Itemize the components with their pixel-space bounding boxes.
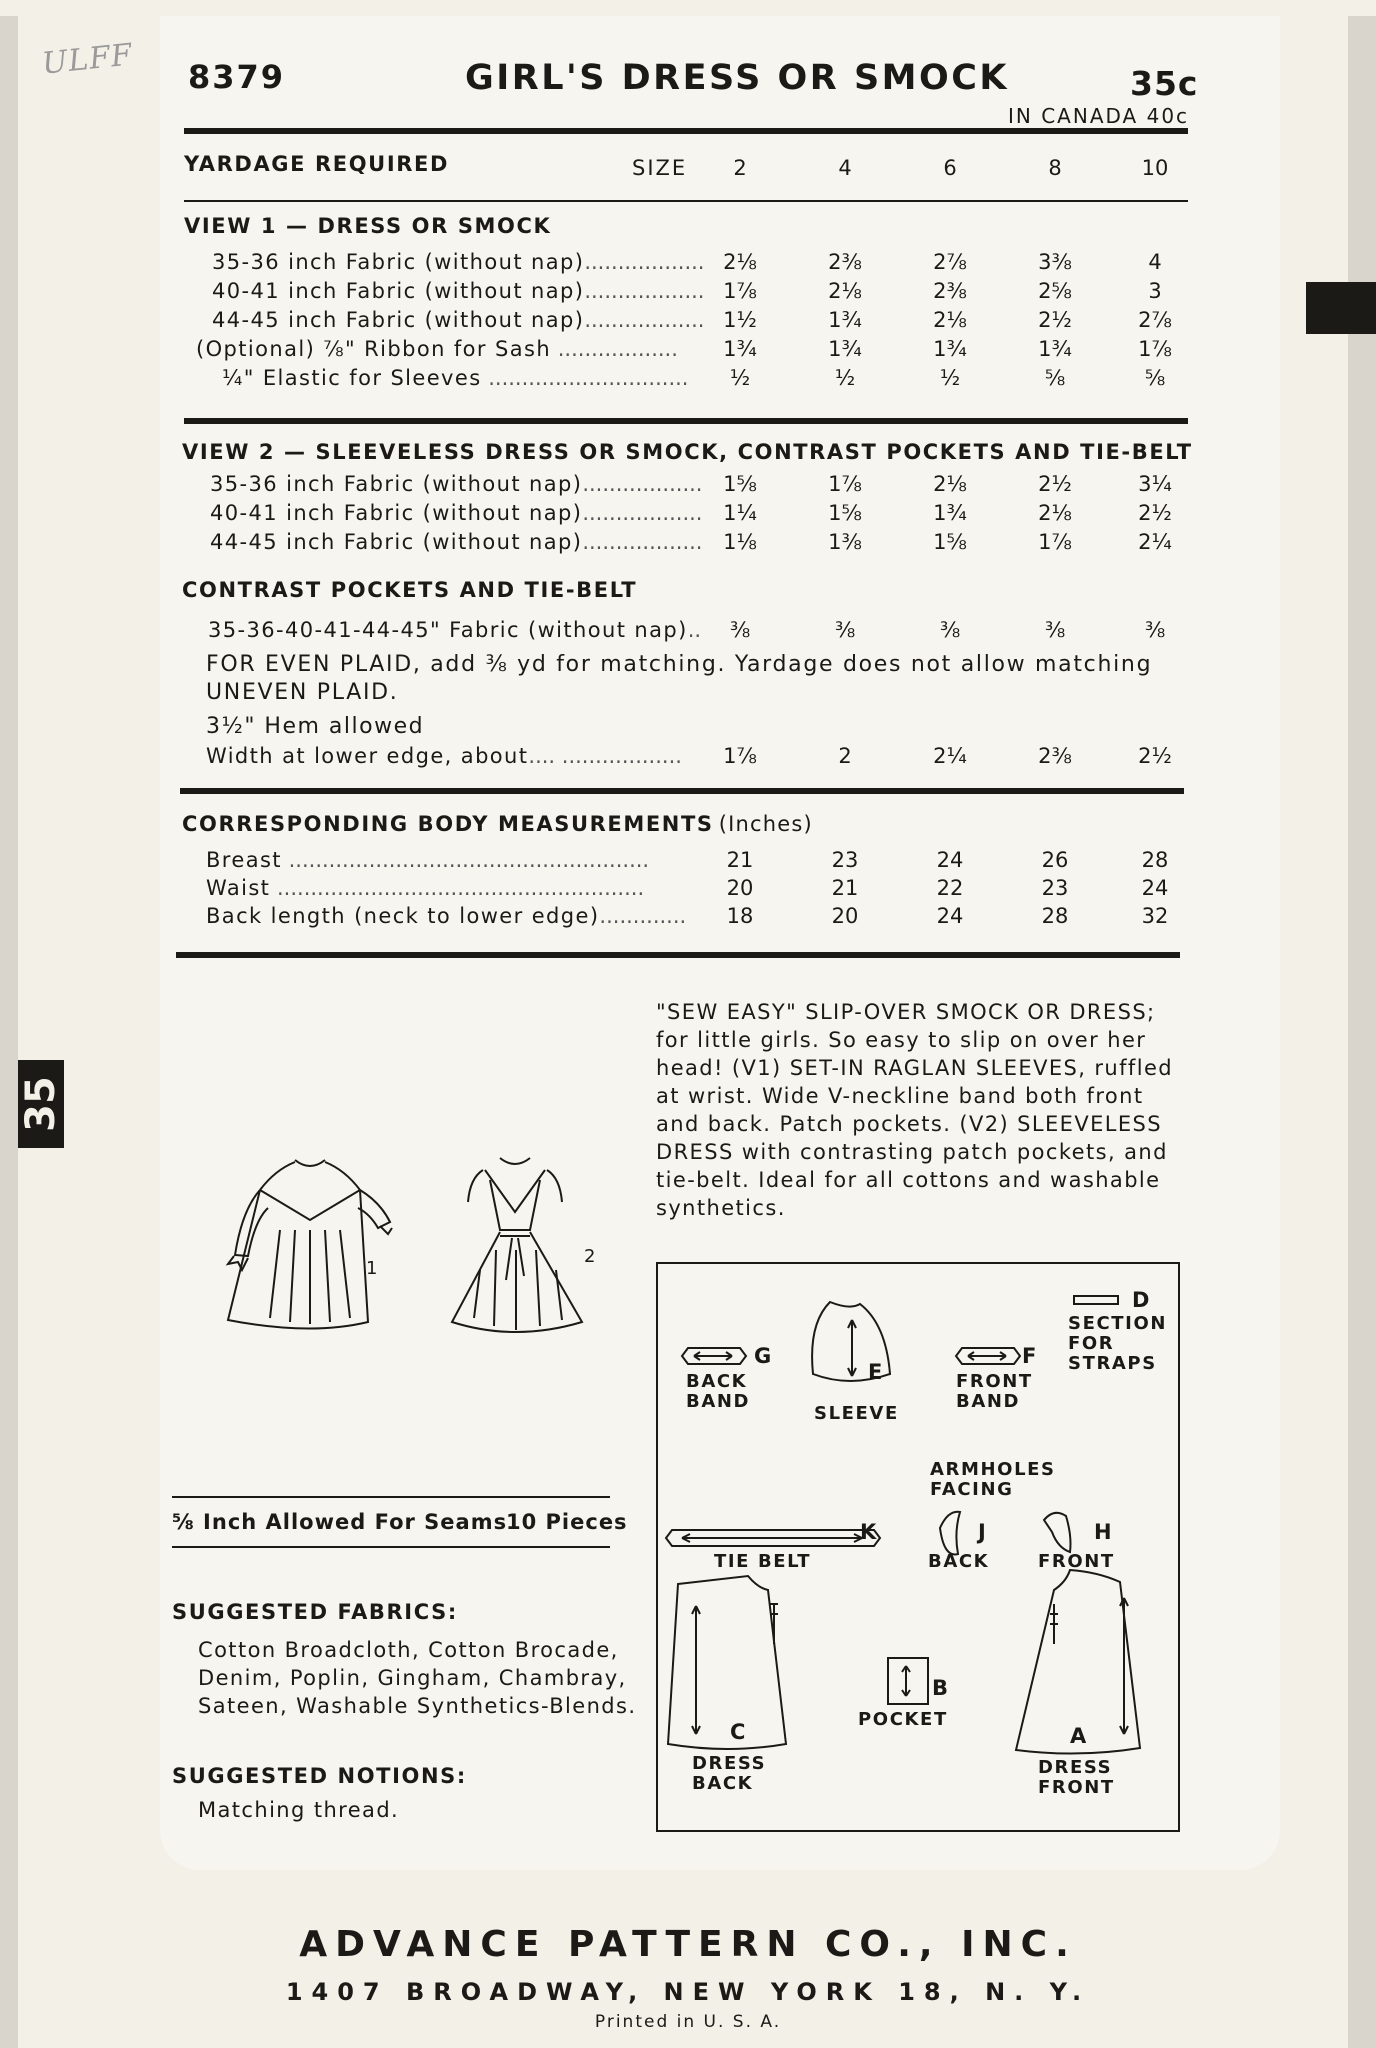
label-line: SECTION: [1068, 1313, 1168, 1334]
seam-allowance: ⅝ Inch Allowed For Seams: [172, 1510, 508, 1534]
pattern-number: 8379: [188, 58, 286, 96]
body-heading: [182, 812, 813, 836]
table-row: (Optional) ⅞" Ribbon for Sash .................. 1¾ 1¾ 1¾ 1¾ 1⅞: [0, 337, 1376, 367]
cell: ½: [729, 366, 751, 390]
cell: 3¼: [1138, 472, 1172, 496]
piece-letter-c: C: [730, 1720, 746, 1744]
cell: 2⅜: [933, 279, 967, 303]
back-facing-label: BACK: [928, 1551, 990, 1572]
label-line: DRESS: [1038, 1757, 1113, 1778]
cell: 23: [831, 848, 859, 872]
description-line: synthetics.: [656, 1196, 786, 1220]
description-line: at wrist. Wide V-neckline band both front: [656, 1084, 1144, 1108]
cell: ⅝: [1144, 366, 1166, 390]
cell: 20: [726, 876, 754, 900]
table-row: Waist ....................................................... 20 21 22 23 24: [0, 876, 1376, 906]
row-label: Width at lower edge, about: [206, 744, 529, 768]
table-row: ¼" Elastic for Sleeves .............................. ½ ½ ½ ⅝ ⅝: [0, 366, 1376, 396]
label-line: FACING: [930, 1479, 1014, 1500]
back-facing-shape: [940, 1512, 960, 1555]
page-title: GIRL'S DRESS OR SMOCK: [465, 58, 1010, 98]
view1-smock-drawing: [228, 1160, 392, 1329]
view2-dress-drawing: [452, 1158, 582, 1332]
row-label: 40-41 inch Fabric (without nap): [212, 279, 585, 303]
top-edge: [0, 0, 1376, 16]
label-line: FRONT: [1038, 1777, 1115, 1798]
cell: 2⅛: [723, 250, 757, 274]
cell: 2½: [1038, 308, 1072, 332]
row-label: Breast: [206, 848, 282, 872]
yardage-heading: YARDAGE REQUIRED: [184, 152, 449, 176]
table-row: 40-41 inch Fabric (without nap).................. 1⅞ 2⅛ 2⅜ 2⅝ 3: [0, 279, 1376, 309]
label-line: BACK: [692, 1773, 754, 1794]
size-col: 6: [943, 156, 957, 180]
dress-back-label: [692, 1754, 766, 1794]
cell: 21: [726, 848, 754, 872]
label-line: STRAPS: [1068, 1353, 1157, 1374]
cell: 2⅛: [1038, 501, 1072, 525]
fabrics-heading: SUGGESTED FABRICS:: [172, 1600, 458, 1624]
cell: 1⅞: [828, 472, 862, 496]
straps-shape: [1074, 1296, 1118, 1304]
cell: 2¼: [933, 744, 967, 768]
row-label: (Optional) ⅞" Ribbon for Sash: [196, 337, 552, 361]
fabric-line: Cotton Broadcloth, Cotton Brocade,: [198, 1638, 619, 1662]
price: 35c: [1130, 64, 1199, 103]
hem-note: 3½" Hem allowed: [206, 714, 425, 739]
table-row: 44-45 inch Fabric (without nap).................. 1⅛ 1⅜ 1⅝ 1⅞ 2¼: [0, 530, 1376, 560]
piece-letter-f: F: [1022, 1344, 1037, 1368]
row-label: Waist: [206, 876, 271, 900]
table-row: 44-45 inch Fabric (without nap).................. 1½ 1¾ 2⅛ 2½ 2⅞: [0, 308, 1376, 338]
pencil-note: ULFF: [40, 37, 135, 82]
cell: ⅜: [939, 618, 961, 642]
table-row: 35-36-40-41-44-45" Fabric (without nap).. ⅜ ⅜ ⅜ ⅜ ⅜: [0, 618, 1376, 648]
cell: ⅜: [1044, 618, 1066, 642]
armholes-facing-title: [930, 1460, 1056, 1500]
cell: 24: [1141, 876, 1169, 900]
piece-letter-k: K: [860, 1520, 877, 1544]
seams-rule-top: [172, 1496, 610, 1498]
description-line: "SEW EASY" SLIP-OVER SMOCK OR DRESS;: [656, 1000, 1156, 1024]
cell: 2½: [1038, 472, 1072, 496]
size-col: 2: [733, 156, 747, 180]
dress-front-label: [1038, 1758, 1115, 1798]
size-label: SIZE: [632, 156, 688, 180]
pocket-shape: [888, 1658, 928, 1704]
cell: ⅝: [1044, 366, 1066, 390]
tie-belt-label: TIE BELT: [714, 1551, 812, 1572]
cell: 1⅝: [828, 501, 862, 525]
view1-label: 1: [366, 1258, 378, 1279]
side-size-tab: 35: [18, 1060, 64, 1148]
fabric-line: Denim, Poplin, Gingham, Chambray,: [198, 1666, 627, 1690]
row-label: 44-45 inch Fabric (without nap): [212, 308, 585, 332]
cell: 1¾: [933, 501, 967, 525]
cell: 1¾: [828, 308, 862, 332]
cell: 28: [1041, 904, 1069, 928]
body-heading-text: CORRESPONDING BODY MEASUREMENTS: [182, 812, 714, 836]
cell: 4: [1148, 250, 1162, 274]
row-label: Back length (neck to lower edge): [206, 904, 600, 928]
plaid-note: FOR EVEN PLAID, add ⅜ yd for matching. Yardage does not allow matching: [206, 652, 1153, 677]
size-header-row: [0, 156, 1376, 186]
cell: 1⅞: [1138, 337, 1172, 361]
row-label: 35-36 inch Fabric (without nap): [210, 472, 583, 496]
cell: 18: [726, 904, 754, 928]
cell: 1⅞: [723, 744, 757, 768]
front-facing-shape: [1044, 1513, 1071, 1552]
cell: 28: [1141, 848, 1169, 872]
cell: 1⅞: [1038, 530, 1072, 554]
notions-heading: SUGGESTED NOTIONS:: [172, 1764, 467, 1788]
straps-label: [1068, 1314, 1167, 1374]
cell: 2: [838, 744, 852, 768]
view1-rule: [184, 418, 1188, 424]
size-col: 10: [1141, 156, 1169, 180]
table-row: Width at lower edge, about.... .................. 1⅞ 2 2¼ 2⅜ 2½: [0, 744, 1376, 774]
sleeve-label: SLEEVE: [814, 1403, 899, 1424]
cell: 2⅝: [1038, 279, 1072, 303]
cell: 32: [1141, 904, 1169, 928]
contrast-rule: [180, 788, 1184, 794]
cell: ½: [834, 366, 856, 390]
cell: 2⅞: [933, 250, 967, 274]
view2-heading: VIEW 2 — SLEEVELESS DRESS OR SMOCK, CONTRAST POCKETS AND TIE-BELT: [182, 440, 1193, 464]
cell: 1⅜: [828, 530, 862, 554]
fabric-line: Sateen, Washable Synthetics-Blends.: [198, 1694, 637, 1718]
label-line: BACK: [686, 1371, 748, 1392]
cell: 1¾: [828, 337, 862, 361]
cell: 24: [936, 848, 964, 872]
price-canada: IN CANADA 40c: [1008, 104, 1190, 128]
front-facing-label: FRONT: [1038, 1551, 1115, 1572]
cell: 20: [831, 904, 859, 928]
view2-label: 2: [584, 1246, 596, 1267]
label-line: FOR: [1068, 1333, 1115, 1354]
description-line: head! (V1) SET-IN RAGLAN SLEEVES, ruffled: [656, 1056, 1174, 1080]
piece-letter-j: J: [978, 1520, 986, 1544]
cell: 1¾: [723, 337, 757, 361]
row-label: 40-41 inch Fabric (without nap): [210, 501, 583, 525]
cell: 1⅛: [723, 530, 757, 554]
table-row: 35-36 inch Fabric (without nap).................. 2⅛ 2⅜ 2⅞ 3⅜ 4: [0, 250, 1376, 280]
cell: 2½: [1138, 501, 1172, 525]
piece-letter-h: H: [1094, 1520, 1112, 1544]
description-line: DRESS with contrasting patch pockets, and: [656, 1140, 1168, 1164]
piece-letter-e: E: [868, 1360, 883, 1384]
description-line: tie-belt. Ideal for all cottons and washable: [656, 1168, 1161, 1192]
cell: 1⅝: [933, 530, 967, 554]
size-col: 8: [1048, 156, 1062, 180]
label-line: BAND: [686, 1391, 751, 1412]
cell: 2¼: [1138, 530, 1172, 554]
piece-letter-a: A: [1070, 1724, 1087, 1748]
row-label: 35-36 inch Fabric (without nap): [212, 250, 585, 274]
notions-text: Matching thread.: [198, 1798, 400, 1822]
row-label: ¼" Elastic for Sleeves: [222, 366, 482, 390]
table-row: Back length (neck to lower edge)............. 18 20 24 28 32: [0, 904, 1376, 934]
yardage-rule: [184, 200, 1188, 202]
cell: 1¾: [1038, 337, 1072, 361]
label-line: FRONT: [956, 1371, 1033, 1392]
body-rule: [176, 952, 1180, 958]
cell: 2½: [1138, 744, 1172, 768]
description-line: for little girls. So easy to slip on over her: [656, 1028, 1147, 1052]
cell: ⅜: [1144, 618, 1166, 642]
cell: 2⅛: [828, 279, 862, 303]
cell: 2⅛: [933, 308, 967, 332]
cell: ⅜: [834, 618, 856, 642]
label-line: BAND: [956, 1391, 1021, 1412]
cell: 2⅜: [828, 250, 862, 274]
cell: 2⅛: [933, 472, 967, 496]
cell: 1⅞: [723, 279, 757, 303]
row-label: 44-45 inch Fabric (without nap): [210, 530, 583, 554]
piece-letter-d: D: [1132, 1288, 1150, 1312]
label-line: DRESS: [692, 1753, 767, 1774]
table-row: 35-36 inch Fabric (without nap).................. 1⅝ 1⅞ 2⅛ 2½ 3¼: [0, 472, 1376, 502]
cell: 22: [936, 876, 964, 900]
back-band-label: [686, 1372, 750, 1412]
cell: 24: [936, 904, 964, 928]
fabrics-list: [198, 1636, 636, 1720]
cell: 1¼: [723, 501, 757, 525]
printed-in: Printed in U. S. A.: [594, 2012, 782, 2032]
pocket-label: POCKET: [858, 1709, 948, 1730]
table-row: 40-41 inch Fabric (without nap).................. 1¼ 1⅝ 1¾ 2⅛ 2½: [0, 501, 1376, 531]
cell: 3⅜: [1038, 250, 1072, 274]
row-label: 35-36-40-41-44-45" Fabric (without nap): [208, 618, 688, 642]
cell: 1¾: [933, 337, 967, 361]
piece-count: 10 Pieces: [506, 1510, 628, 1534]
company-name: ADVANCE PATTERN CO., INC.: [299, 1924, 1077, 1965]
company-address: 1407 BROADWAY, NEW YORK 18, N. Y.: [285, 1978, 1091, 2006]
contrast-heading: CONTRAST POCKETS AND TIE-BELT: [182, 578, 638, 602]
piece-letter-g: G: [754, 1344, 772, 1368]
label-line: ARMHOLES: [930, 1459, 1056, 1480]
size-col: 4: [838, 156, 852, 180]
piece-letter-b: B: [932, 1676, 949, 1700]
description: [656, 998, 1173, 1222]
cell: ½: [939, 366, 961, 390]
cell: 3: [1148, 279, 1162, 303]
cell: ⅜: [729, 618, 751, 642]
pattern-pieces-diagram: [656, 1262, 1180, 1832]
cell: 23: [1041, 876, 1069, 900]
plaid-note-cont: UNEVEN PLAID.: [206, 680, 399, 705]
dress-illustrations: [200, 1150, 640, 1350]
front-band-label: [956, 1372, 1033, 1412]
cell: 1½: [723, 308, 757, 332]
seams-rule-bottom: [172, 1546, 610, 1548]
view1-heading: VIEW 1 — DRESS OR SMOCK: [184, 214, 552, 238]
cell: 2⅜: [1038, 744, 1072, 768]
cell: 2⅞: [1138, 308, 1172, 332]
cell: 1⅝: [723, 472, 757, 496]
table-row: Breast ...................................................... 21 23 24 26 28: [0, 848, 1376, 878]
header-rule: [184, 128, 1188, 134]
dress-back-shape: [668, 1576, 786, 1749]
body-unit: (Inches): [718, 812, 813, 836]
cell: 26: [1041, 848, 1069, 872]
cell: 21: [831, 876, 859, 900]
description-line: and back. Patch pockets. (V2) SLEEVELESS: [656, 1112, 1162, 1136]
